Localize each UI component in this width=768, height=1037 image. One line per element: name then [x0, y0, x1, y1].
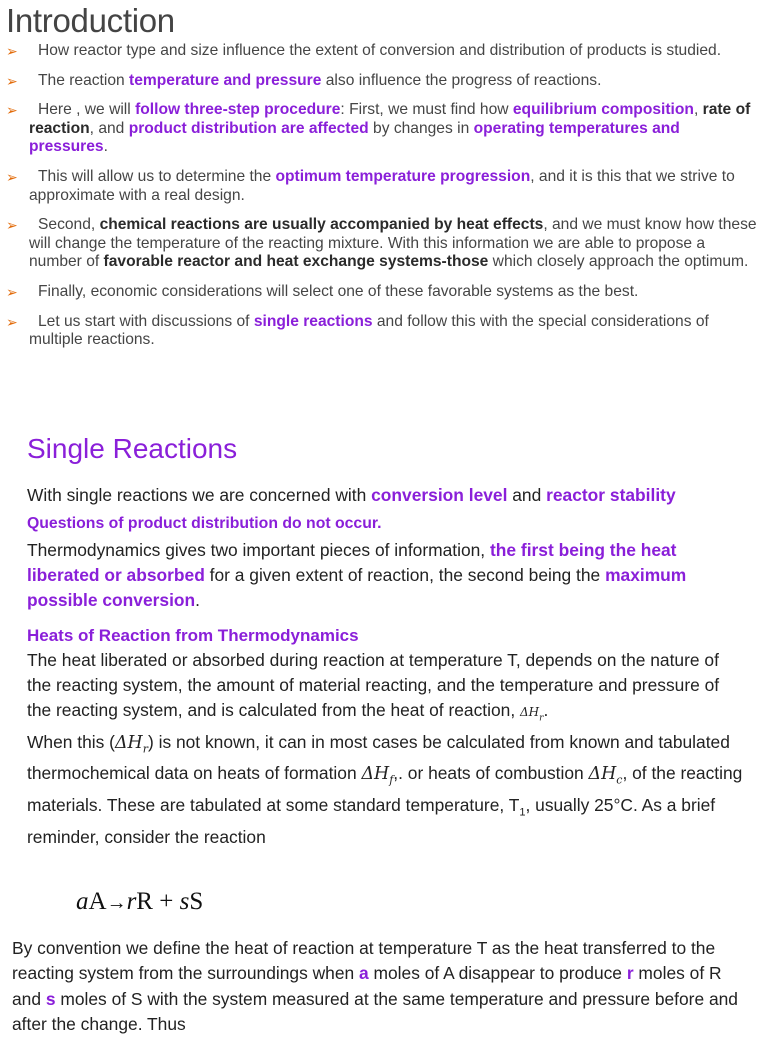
- reaction-arrow-icon: →: [106, 892, 127, 914]
- paragraph-text: When this (: [27, 732, 115, 752]
- paragraph-text: for a given extent of reaction, the second being the: [204, 565, 606, 585]
- paragraph-text: , usually 25°C. As a brief reminder, consider the reaction: [27, 794, 716, 848]
- arrow-bullet-icon: ➢: [6, 217, 18, 234]
- bullet-2-text: The reaction: [38, 71, 130, 89]
- arrow-bullet-icon: ➢: [6, 313, 18, 330]
- species-s: S: [189, 888, 204, 915]
- arrow-bullet-icon: ➢: [6, 168, 18, 185]
- highlight: optimum temperature progression: [275, 167, 531, 185]
- coefficient-r: r: [126, 888, 137, 915]
- highlight: a: [359, 963, 369, 984]
- bullet-5-text: Second,: [38, 216, 100, 234]
- paragraph-text: moles of R and: [12, 963, 722, 1009]
- highlight: r: [626, 963, 634, 984]
- reaction-equation: [76, 888, 203, 916]
- heat-liberated-paragraph: [27, 648, 747, 731]
- when-not-known-paragraph: [27, 730, 747, 850]
- arrow-bullet-icon: ➢: [6, 283, 18, 300]
- delta-h-symbol: ΔH: [588, 764, 617, 785]
- paragraph-text: ) is not known, it can in most cases be calculated from known and tabulated thermochemical data on heats of formation: [27, 732, 730, 784]
- bullet-3: [8, 101, 760, 157]
- subscript: c: [616, 773, 623, 787]
- bold-text: chemical reactions are usually accompanied by heat effects: [99, 216, 544, 234]
- single-reactions-title: Single Reactions: [27, 433, 238, 464]
- highlight: temperature and pressure: [129, 71, 322, 89]
- bullet-7-text: Let us start with discussions of: [38, 312, 254, 330]
- paragraph-text: Thermodynamics gives two important pieces of information,: [27, 540, 490, 560]
- bullet-3-text: : First, we must find how: [340, 101, 513, 119]
- highlight: follow three-step procedure: [135, 101, 341, 119]
- highlight: single reactions: [253, 312, 373, 330]
- paragraph-text: With single reactions we are concerned with: [27, 485, 372, 505]
- delta-h-symbol: ΔH: [361, 764, 390, 785]
- bold-text: favorable reactor and heat exchange systems-those: [103, 253, 489, 271]
- subscript: r: [539, 713, 544, 724]
- bullet-5: [8, 216, 760, 272]
- arrow-bullet-icon: ➢: [6, 102, 18, 119]
- bullet-5-text: , and we must know how these will change the temperature of the reacting mixture. With this information we are able to propose a number of: [29, 216, 757, 271]
- highlight: s: [45, 988, 56, 1009]
- paragraph-text: .: [543, 700, 549, 720]
- paragraph-text: moles of A disappear to produce: [368, 963, 627, 984]
- bullet-3-text: , and: [89, 119, 129, 137]
- highlight: maximum possible conversion: [27, 565, 687, 610]
- bold-text: rate of reaction: [29, 101, 751, 137]
- convention-paragraph: [12, 936, 752, 1037]
- paragraph-text: .: [195, 590, 201, 610]
- paragraph-text: , of the reacting materials. These are tabulated at some standard temperature, T: [27, 763, 743, 815]
- plus-sign: +: [152, 888, 180, 915]
- arrow-bullet-icon: ➢: [6, 43, 18, 59]
- bullet-4: [8, 168, 760, 205]
- bullet-4-text: This will allow us to determine the: [38, 167, 276, 185]
- paragraph-text: The heat liberated or absorbed during reaction at temperature T, depends on the nature of the reacting system, the amount of material reacting, and the temperature and pressure of the reacting system, and is calculated from the heat of reaction,: [27, 650, 720, 720]
- bullet-6-text: Finally, economic considerations will select one of these favorable systems as the best.: [38, 282, 639, 300]
- heats-of-reaction-heading: [27, 623, 747, 648]
- coefficient-a: a: [76, 888, 89, 915]
- bullet-7-text: and follow this with the special considerations of multiple reactions.: [29, 312, 709, 349]
- bullet-1: [8, 42, 760, 61]
- bullet-2: [8, 72, 760, 91]
- highlight: conversion level: [371, 485, 508, 505]
- bullet-2-text-end: also influence the progress of reactions.: [321, 71, 602, 89]
- highlight: the first being the heat liberated or absorbed: [27, 540, 677, 585]
- bullet-5-text: which closely approach the optimum.: [488, 253, 749, 271]
- delta-h-symbol: ΔH: [114, 733, 143, 753]
- product-distribution-note: [27, 510, 747, 536]
- subheading: Heats of Reaction from Thermodynamics: [27, 626, 359, 645]
- species-r: R: [136, 888, 153, 915]
- introduction-title: Introduction: [6, 2, 175, 39]
- introduction-bullets: [8, 42, 760, 361]
- bullet-4-text: , and it is this that we strive to approximate with a real design.: [29, 167, 735, 204]
- subscript: r: [142, 742, 148, 756]
- paragraph-text: moles of S with the system measured at the same temperature and pressure before and after the change. Thus: [12, 988, 738, 1034]
- subscript: 1: [519, 806, 526, 819]
- bullet-3-text: ,: [693, 101, 703, 119]
- paragraph-text: By convention we define the heat of reaction at temperature T as the heat transferred to the reacting system from the surroundings when: [12, 938, 716, 984]
- coefficient-s: s: [179, 888, 190, 915]
- bullet-3-text: .: [103, 138, 108, 156]
- bullet-3-text: Here , we will: [38, 101, 136, 119]
- paragraph-text: and: [507, 485, 547, 505]
- single-reactions-intro: [27, 483, 747, 508]
- thermodynamics-paragraph: [27, 538, 749, 613]
- highlight: Questions of product distribution do not occur.: [27, 515, 382, 532]
- highlight: reactor stability: [546, 485, 676, 505]
- bullet-7: [8, 313, 760, 350]
- delta-h-symbol: ΔH: [520, 705, 540, 719]
- bullet-3-text: by changes in: [368, 119, 474, 137]
- bullet-6: [8, 283, 760, 302]
- arrow-bullet-icon: ➢: [6, 72, 18, 89]
- subscript: f: [389, 773, 394, 787]
- species-a: A: [88, 888, 107, 915]
- paragraph-text: ,. or heats of combustion: [393, 763, 589, 784]
- highlight: operating temperatures and pressures: [29, 119, 680, 156]
- highlight: equilibrium composition: [512, 101, 694, 119]
- highlight: product distribution are affected: [128, 119, 369, 137]
- bullet-1-text: How reactor type and size influence the extent of conversion and distribution of products is studied.: [38, 42, 722, 59]
